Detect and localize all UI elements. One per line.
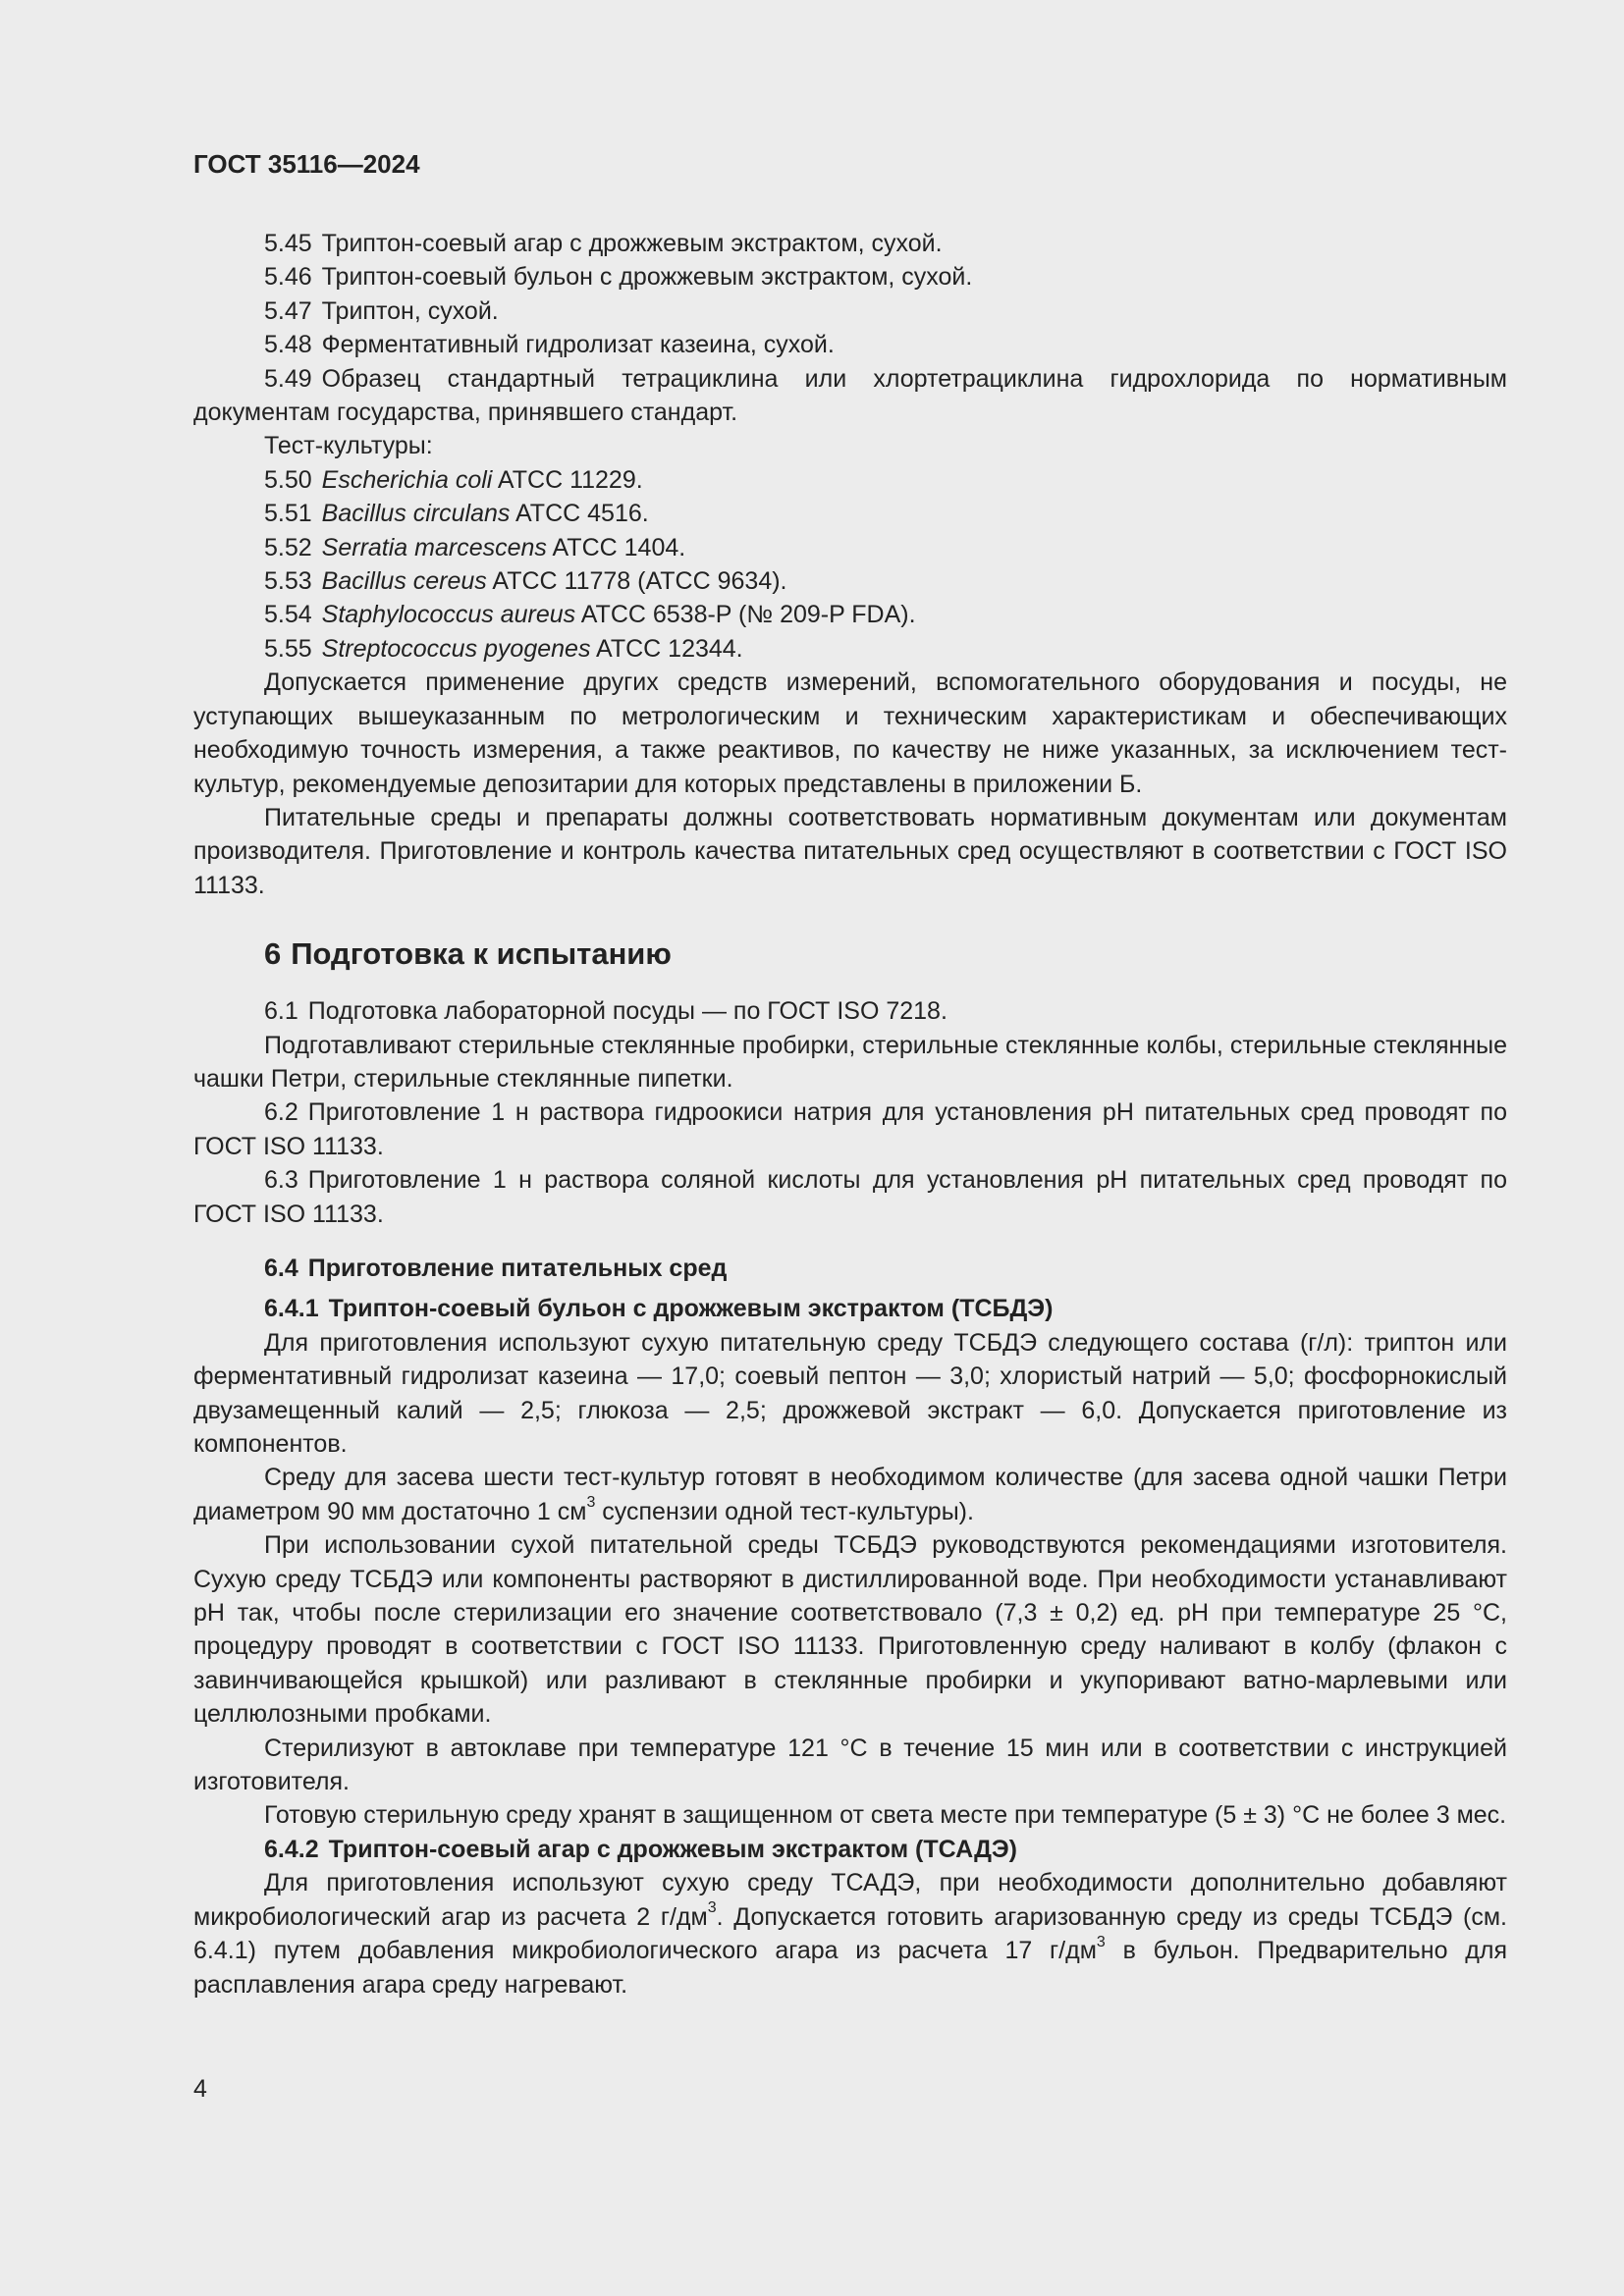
- paragraph-tsade-preparation: [193, 1866, 1507, 2002]
- subsection-heading-6-4: [193, 1252, 1507, 1285]
- clause-6-1-detail: Подготавливают стерильные стеклянные пробирки, стерильные стеклянные колбы, стерильные стеклянные чашки Петри, стерильные стеклянные пипетки.: [193, 1031, 1507, 1093]
- clause-text: Приготовление 1 н раствора соляной кислоты для установления pH питательных сред проводят по ГОСТ ISO 11133.: [193, 1166, 1507, 1228]
- strain-code: ATCC 1404.: [546, 533, 686, 561]
- species-name: Bacillus circulans: [321, 500, 511, 528]
- paragraph-allowed-substitutes: Допускается применение других средств измерений, вспомогательного оборудования и посуды, не уступающих вышеуказанным по метрологическим и техническим характеристикам и обеспечивающих необходимую точность измерения, а также реактивов, по качеству не ниже указанных, за исключением тест-культур, рекомендуемые депозитарии для которых представлены в приложении Б.: [193, 668, 1507, 798]
- item-number: 5.51: [264, 500, 312, 528]
- text-segment: Для приготовления используют сухую среду ТСАДЭ, при необходимости дополнительно добавляют микробиологический агар из расчета 2 г/дм: [193, 1869, 1507, 1931]
- culture-item: [193, 531, 1507, 564]
- item-number: 5.55: [264, 634, 312, 663]
- section-number: 6: [264, 936, 282, 972]
- item-number: 5.52: [264, 533, 312, 561]
- list-item: [193, 362, 1507, 430]
- item-list-5: [193, 227, 1507, 429]
- subsection-number: 6.4.1: [264, 1295, 319, 1323]
- page-number: 4: [193, 2075, 207, 2103]
- paragraph-media-requirements: Питательные среды и препараты должны соответствовать нормативным документам или документам производителя. Приготовление и контроль качества питательных сред осуществляют в соответствии с ГОСТ ISO 11133.: [193, 803, 1507, 899]
- culture-item: [193, 598, 1507, 631]
- item-number: 5.45: [264, 230, 312, 257]
- section-heading: [264, 934, 1507, 974]
- clause-text: Подготовка лабораторной посуды — по ГОСТ ISO 7218.: [307, 997, 947, 1026]
- item-text: Триптон, сухой.: [321, 296, 499, 325]
- culture-item: [193, 497, 1507, 530]
- list-item: [193, 294, 1507, 328]
- paragraph-tsbde-preparation: При использовании сухой питательной среды ТСБДЭ руководствуются рекомендациями изготовителя. Сухую среду ТСБДЭ или компоненты растворяют в дистиллированной воде. При необходимости устанавливают pH так, чтобы после стерилизации его значение соответствовало (7,3 ± 0,2) ед. pH при температуре 25 °С, процедуру проводят в соответствии с ГОСТ ISO 11133. Приготовленную среду наливают в колбу (флакон с завинчивающейся крышкой) или разливают в стеклянные пробирки и укупоривают ватно-марлевыми или целлюлозными пробками.: [193, 1531, 1507, 1729]
- subsection-heading-6-4-2: [193, 1833, 1507, 1866]
- item-text: Ферментативный гидролизат казеина, сухой.: [321, 331, 835, 359]
- clause-6-1: [193, 994, 1507, 1028]
- strain-code: ATCC 6538-P (№ 209-P FDA).: [575, 601, 916, 629]
- superscript: 3: [586, 1494, 596, 1512]
- cultures-label: Тест-культуры:: [264, 432, 433, 460]
- item-text: Образец стандартный тетрациклина или хлортетрациклина гидрохлорида по нормативным документам государства, принявшего стандарт.: [193, 364, 1507, 427]
- item-number: 5.48: [264, 331, 312, 359]
- subsection-title: Приготовление питательных сред: [307, 1254, 728, 1282]
- document-header: ГОСТ 35116—2024: [193, 149, 420, 179]
- list-item: [193, 328, 1507, 361]
- page-content: [193, 227, 1507, 2002]
- item-number: 5.54: [264, 601, 312, 629]
- culture-list: [193, 463, 1507, 666]
- strain-code: ATCC 4516.: [510, 500, 649, 528]
- strain-code: ATCC 12344.: [590, 634, 743, 663]
- clause-6-3: [193, 1163, 1507, 1231]
- item-number: 5.53: [264, 567, 312, 596]
- list-item: [193, 227, 1507, 260]
- list-item: [193, 260, 1507, 294]
- superscript: 3: [707, 1899, 717, 1917]
- clause-number: 6.1: [264, 997, 298, 1026]
- species-name: Streptococcus pyogenes: [321, 634, 591, 663]
- paragraph-tsbde-quantity: [193, 1461, 1507, 1528]
- item-number: 5.47: [264, 296, 312, 325]
- culture-item: [193, 632, 1507, 666]
- text-segment: Среду для засева шести тест-культур готовят в необходимом количестве (для засева одной чашки Петри диаметром 90 мм достаточно 1 см: [193, 1464, 1507, 1525]
- subsection-number: 6.4.2: [264, 1835, 319, 1863]
- paragraph-tsbde-composition: Для приготовления используют сухую питательную среду ТСБДЭ следующего состава (г/л): триптон или ферментативный гидролизат казеина — 17,0; соевый пептон — 3,0; хлористый натрий — 5,0; фосфорнокислый двузамещенный калий — 2,5; глюкоза — 2,5; дрожжевой экстракт — 6,0. Допускается приготовление из компонентов.: [193, 1328, 1507, 1458]
- subsection-title: Триптон-соевый бульон с дрожжевым экстрактом (ТСБДЭ): [328, 1295, 1054, 1323]
- section-title: Подготовка к испытанию: [291, 936, 672, 972]
- item-number: 5.49: [264, 364, 312, 393]
- subsection-number: 6.4: [264, 1254, 298, 1282]
- text-segment: в бульон. Предварительно для расплавления агара среду нагревают.: [193, 1937, 1507, 1999]
- species-name: Serratia marcescens: [321, 533, 547, 561]
- item-text: Триптон-соевый бульон с дрожжевым экстрактом, сухой.: [321, 263, 973, 292]
- subsection-title: Триптон-соевый агар с дрожжевым экстрактом (ТСАДЭ): [328, 1835, 1017, 1863]
- species-name: Staphylococcus aureus: [321, 601, 576, 629]
- clause-text: Приготовление 1 н раствора гидроокиси натрия для установления pH питательных сред проводят по ГОСТ ISO 11133.: [193, 1098, 1507, 1160]
- item-text: Триптон-соевый агар с дрожжевым экстрактом, сухой.: [321, 230, 943, 257]
- strain-code: ATCC 11778 (ATCC 9634).: [486, 567, 787, 596]
- item-number: 5.46: [264, 263, 312, 292]
- culture-item: [193, 564, 1507, 598]
- text-segment: . Допускается готовить агаризованную среду из среды ТСБДЭ (см. 6.4.1) путем добавления микробиологического агара из расчета 17 г/дм: [193, 1902, 1507, 1965]
- clause-number: 6.2: [264, 1098, 298, 1127]
- strain-code: ATCC 11229.: [492, 465, 643, 494]
- subsection-heading-6-4-1: [193, 1292, 1507, 1325]
- superscript: 3: [1096, 1933, 1106, 1950]
- species-name: Bacillus cereus: [321, 567, 487, 596]
- text-segment: суспензии одной тест-культуры).: [595, 1497, 974, 1525]
- culture-item: [193, 463, 1507, 497]
- item-number: 5.50: [264, 465, 312, 494]
- paragraph-tsbde-sterilization: Стерилизуют в автоклаве при температуре 121 °С в течение 15 мин или в соответствии с инструкцией изготовителя.: [193, 1734, 1507, 1796]
- paragraph-tsbde-storage: Готовую стерильную среду хранят в защищенном от света месте при температуре (5 ± 3) °С не более 3 мес.: [264, 1801, 1507, 1830]
- species-name: Escherichia coli: [321, 465, 493, 494]
- clause-number: 6.3: [264, 1166, 298, 1195]
- clause-6-2: [193, 1095, 1507, 1163]
